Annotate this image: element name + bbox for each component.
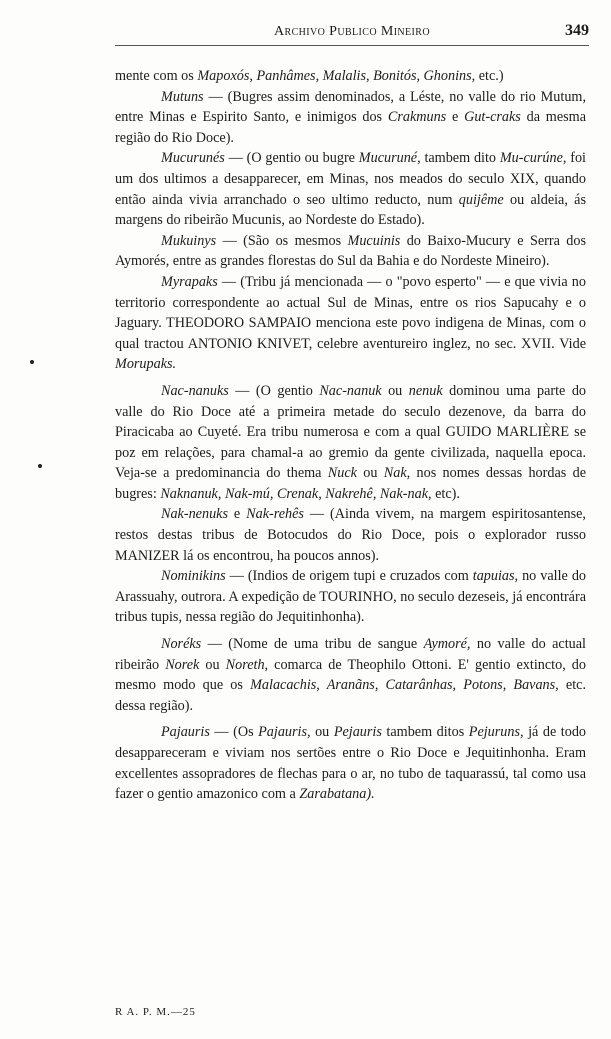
paragraph bbox=[115, 504, 586, 566]
paragraph bbox=[115, 66, 586, 87]
paragraph bbox=[115, 381, 586, 505]
text-run: — (O gentio ou bugre bbox=[224, 150, 359, 167]
text-run: ou bbox=[199, 656, 226, 673]
text-run: — (Ainda vivem, na margem espiritosantense, restos destas tribus de Botocudos do Rio Doce, pois o explorador russo MANIZER lá os encontrou, ha poucos annos). bbox=[115, 506, 586, 564]
italic-term: Nuck bbox=[327, 465, 357, 482]
italic-term: Nac-nanuks bbox=[161, 382, 229, 399]
italic-term: Noréks bbox=[161, 636, 202, 653]
text-run: já de todo desappareceram e viviam nos sertões entre o Rio Doce e Jequitinhonha. Eram excellentes assopradores de flechas para o ar, no tubo de taquarassú, tal como usa fazer o gentio amazonico com a bbox=[115, 724, 587, 803]
text-run: do Baixo-Mucury e Serra dos Aymorés, entre as grandes florestas do Sul da Bahia e do Nordeste Mineiro). bbox=[115, 232, 586, 270]
italic-term: Pejuruns, bbox=[468, 724, 524, 741]
italic-term: Pajauris, bbox=[258, 724, 311, 741]
italic-term: tapuias, bbox=[472, 568, 519, 585]
header-rule bbox=[115, 45, 589, 46]
margin-dot bbox=[30, 360, 34, 364]
italic-term: Nak-rehês bbox=[246, 506, 304, 523]
text-run: ou bbox=[310, 724, 334, 741]
text-run: tambem ditos bbox=[381, 724, 469, 741]
text-run: no valle do actual ribeirão bbox=[115, 636, 586, 673]
text-run: — (Os bbox=[209, 724, 259, 741]
text-run: e bbox=[227, 506, 247, 523]
text-run: mente com os bbox=[115, 68, 198, 84]
signature-mark: R A. P. M.—25 bbox=[115, 1006, 196, 1018]
paragraph bbox=[115, 272, 586, 375]
paragraph bbox=[115, 566, 586, 628]
text-run: foi um dos ultimos a desapparecer, em Minas, nos meados do seculo XIX, quando então ainda vivia arranchado o seo ultimo reducto, num bbox=[115, 150, 586, 208]
italic-term: Crakmuns bbox=[387, 109, 447, 126]
italic-term: Myrapaks bbox=[161, 273, 218, 290]
text-run: ou bbox=[356, 465, 384, 482]
italic-term: nenuk bbox=[408, 382, 443, 399]
text-run: tambem dito bbox=[420, 150, 500, 167]
text-run: — (Tribu já mencionada — o "povo esperto" — e que vivia no territorio correspondente ao actual Sul de Minas, entre os rios Sapucahy e o Jaguary. THEODORO SAMPAIO menciona este povo indigena de Minas, com o qual tractou ANTONIO KNIVET, celebre aventureiro inglez, no sec. XVII. Vide bbox=[115, 273, 586, 352]
text-run: etc). bbox=[431, 485, 460, 502]
italic-term: quijême bbox=[458, 191, 504, 208]
text-run: — (Indios de origem tupi e cruzados com bbox=[225, 568, 473, 585]
paragraph bbox=[115, 231, 586, 272]
journal-title: Archivo Publico Mineiro bbox=[274, 24, 430, 39]
italic-term: Mu-curúne, bbox=[499, 150, 567, 167]
italic-term: Norek bbox=[165, 656, 200, 673]
text-run: no valle do Arassuahy, outrora. A expedição de TOURINHO, no seculo dezeseis, já encontrára tribus tupis, nessa região do Jequitinhonha). bbox=[115, 568, 587, 626]
italic-term: Nak, bbox=[383, 465, 411, 482]
italic-term: Pejauris bbox=[333, 724, 382, 741]
body-text bbox=[115, 66, 586, 805]
paragraph bbox=[115, 634, 586, 716]
italic-term: Noreth, bbox=[225, 656, 269, 673]
text-run: dominou uma parte do valle do Rio Doce até a primeira metade do seculo dezenove, da barra do Piracicaba ao Cuyeté. Era tribu numerosa e com a qual GUIDO MARLIÈRE se poz em relações, para chamal-a ao gremio da gente civilizada, naquella epoca. Veja-se a predominancia do thema bbox=[115, 382, 587, 482]
italic-term: Malacachis, Aranãns, Catarânhas, Potons, Bavans, bbox=[250, 677, 559, 694]
text-run: e bbox=[446, 109, 465, 126]
text-run: — (O gentio bbox=[228, 382, 320, 399]
italic-term: Mucurunés bbox=[161, 150, 225, 167]
text-run: — (Nome de uma tribu de sangue bbox=[201, 636, 424, 653]
italic-term: Mucuinis bbox=[347, 232, 401, 249]
text-run: — (São os mesmos bbox=[216, 232, 348, 249]
italic-term: Mukuinys bbox=[161, 232, 217, 249]
italic-term: Nominikins bbox=[161, 568, 226, 585]
page-number: 349 bbox=[565, 22, 589, 39]
paragraph bbox=[115, 722, 586, 804]
text-run: etc. dessa região). bbox=[115, 677, 586, 714]
italic-term: Morupaks. bbox=[115, 356, 177, 373]
italic-term: Aymoré, bbox=[423, 636, 471, 653]
text-run: etc.) bbox=[475, 68, 504, 84]
italic-term: Zarabatana). bbox=[299, 786, 375, 803]
italic-term: Mucuruné, bbox=[358, 150, 421, 167]
paragraph bbox=[115, 87, 586, 149]
paragraph bbox=[115, 148, 586, 230]
italic-term: Gut-craks bbox=[464, 109, 521, 126]
text-run: da mesma região do Rio Doce). bbox=[115, 109, 586, 146]
margin-dot bbox=[38, 464, 42, 468]
text-run: — (Bugres assim denominados, a Léste, no valle do rio Mutum, entre Minas e Espirito Santo, e inimigos dos bbox=[115, 88, 586, 126]
text-run: ou bbox=[381, 382, 409, 399]
text-run: comarca de Theophilo Ottoni. E' gentio extincto, do mesmo modo que os bbox=[115, 656, 586, 694]
text-run: ou aldeia, ás margens do ribeirão Mucunis, ao Nordeste do Estado). bbox=[115, 191, 587, 229]
italic-term: Pajauris bbox=[161, 724, 210, 741]
italic-term: Nac-nanuk bbox=[319, 382, 382, 399]
italic-term: Nak-nenuks bbox=[161, 506, 228, 523]
text-run: nos nomes dessas hordas de bugres: bbox=[115, 465, 586, 502]
running-header bbox=[115, 22, 589, 46]
italic-term: Mutuns bbox=[161, 88, 204, 105]
italic-term: Mapoxós, Panhâmes, Malalis, Bonitós, Ghonins, bbox=[197, 68, 476, 84]
italic-term: Naknanuk, Nak-mú, Crenak, Nakrehê, Nak-nak, bbox=[160, 485, 432, 502]
